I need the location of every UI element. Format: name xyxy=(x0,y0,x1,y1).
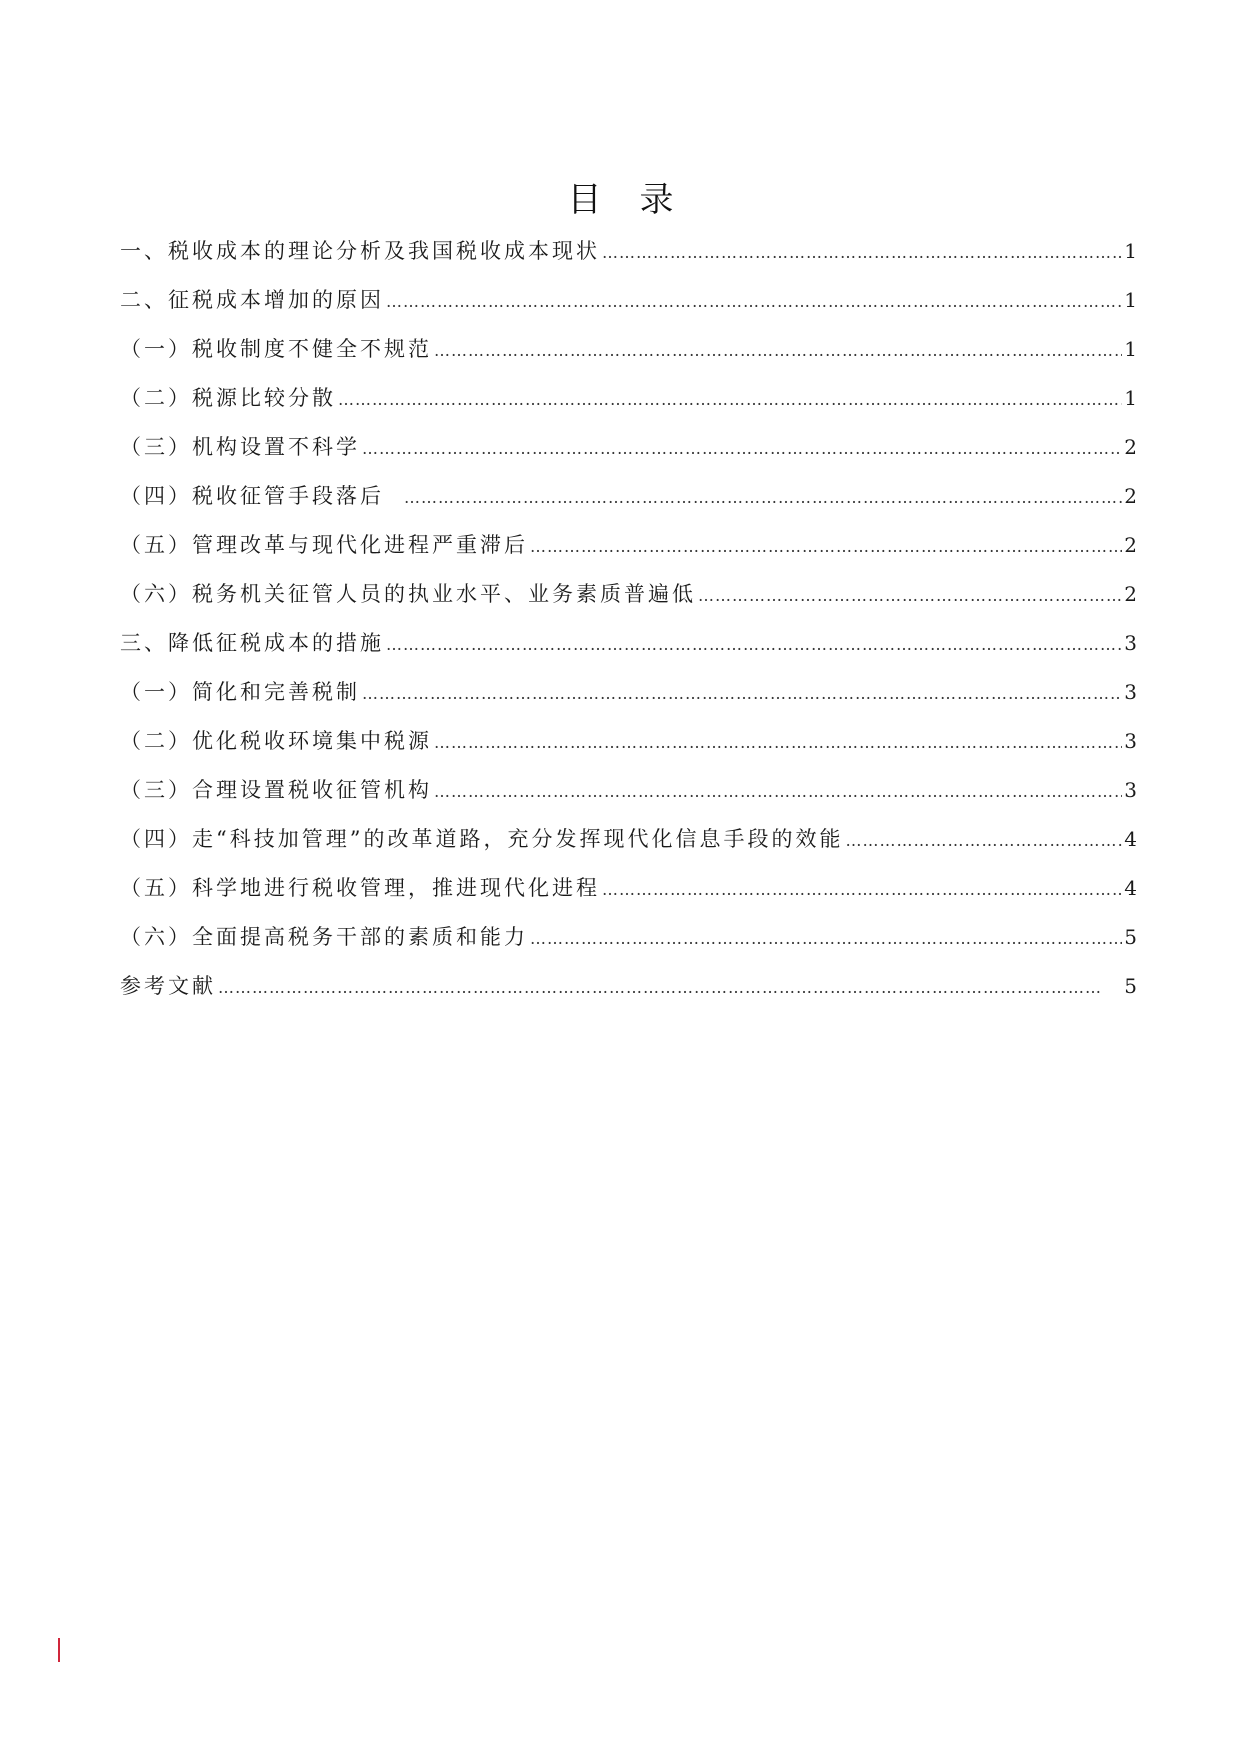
dot-leader xyxy=(434,336,1122,366)
toc-entry-label: 一、税收成本的理论分析及我国税收成本现状 xyxy=(120,239,600,263)
dot-leader xyxy=(386,287,1122,317)
toc-entry[interactable] xyxy=(120,334,1137,383)
toc-entry[interactable] xyxy=(120,971,1137,1020)
dot-leader xyxy=(362,434,1122,464)
toc-entry[interactable] xyxy=(120,285,1137,334)
toc-entry-label: （三）机构设置不科学 xyxy=(120,435,360,459)
dot-leader xyxy=(434,777,1122,807)
toc-page-number: 2 xyxy=(1124,484,1137,508)
dot-leader xyxy=(338,385,1122,415)
toc-page-number: 3 xyxy=(1124,778,1137,802)
toc-entry[interactable] xyxy=(120,236,1137,285)
toc-entry[interactable] xyxy=(120,530,1137,579)
toc-page-number: 1 xyxy=(1124,337,1137,361)
toc-entry-label: （五）管理改革与现代化进程严重滞后 xyxy=(120,533,528,557)
toc-entry-label: （四）税收征管手段落后 xyxy=(120,484,384,508)
toc-entry-label: （四）走“科技加管理”的改革道路，充分发挥现代化信息手段的效能 xyxy=(120,827,844,851)
red-margin-mark xyxy=(58,1638,60,1662)
toc-entry[interactable] xyxy=(120,824,1137,873)
toc-page-number: 3 xyxy=(1124,680,1137,704)
toc-entry-label: （一）税收制度不健全不规范 xyxy=(120,337,432,361)
toc-entry[interactable] xyxy=(120,628,1137,677)
dot-leader xyxy=(434,728,1122,758)
toc-page-number: 4 xyxy=(1124,876,1137,900)
toc-entry-label: （一）简化和完善税制 xyxy=(120,680,360,704)
toc-entry-label: （五）科学地进行税收管理，推进现代化进程 xyxy=(120,876,600,900)
table-of-contents xyxy=(120,236,1137,1020)
page-title: 目录 xyxy=(567,180,712,220)
toc-entry[interactable] xyxy=(120,775,1137,824)
toc-entry-label: 参考文献 xyxy=(120,974,216,998)
toc-page-number: 1 xyxy=(1124,288,1137,312)
toc-entry[interactable] xyxy=(120,383,1137,432)
toc-entry-label: 二、征税成本增加的原因 xyxy=(120,288,384,312)
toc-page-number: 5 xyxy=(1124,925,1137,949)
toc-entry[interactable] xyxy=(120,481,1137,530)
toc-entry-label: （三）合理设置税收征管机构 xyxy=(120,778,432,802)
dot-leader xyxy=(602,238,1122,268)
dot-leader xyxy=(404,483,1122,513)
toc-page-number: 4 xyxy=(1124,827,1137,851)
toc-page-number: 3 xyxy=(1124,729,1137,753)
dot-leader xyxy=(698,581,1122,611)
toc-page-number: 2 xyxy=(1124,435,1137,459)
toc-page-number: 1 xyxy=(1124,386,1137,410)
toc-entry[interactable] xyxy=(120,726,1137,775)
dot-leader xyxy=(386,630,1122,660)
dot-leader xyxy=(602,875,1122,905)
toc-entry-label: （六）税务机关征管人员的执业水平、业务素质普遍低 xyxy=(120,582,696,606)
toc-entry-label: 三、降低征税成本的措施 xyxy=(120,631,384,655)
dot-leader xyxy=(530,924,1122,954)
dot-leader xyxy=(362,679,1122,709)
toc-page-number: 2 xyxy=(1124,533,1137,557)
toc-entry[interactable] xyxy=(120,922,1137,971)
toc-entry[interactable] xyxy=(120,579,1137,628)
toc-page-number: 3 xyxy=(1124,631,1137,655)
toc-entry[interactable] xyxy=(120,873,1137,922)
toc-entry-label: （六）全面提高税务干部的素质和能力 xyxy=(120,925,528,949)
toc-entry-label: （二）税源比较分散 xyxy=(120,386,336,410)
toc-page-number: 5 xyxy=(1124,974,1137,998)
toc-entry-label: （二）优化税收环境集中税源 xyxy=(120,729,432,753)
dot-leader xyxy=(530,532,1122,562)
dot-leader xyxy=(845,826,1122,856)
toc-page-number: 2 xyxy=(1124,582,1137,606)
dot-leader xyxy=(218,973,1100,1003)
toc-page-number: 1 xyxy=(1124,239,1137,263)
toc-entry[interactable] xyxy=(120,677,1137,726)
toc-entry[interactable] xyxy=(120,432,1137,481)
